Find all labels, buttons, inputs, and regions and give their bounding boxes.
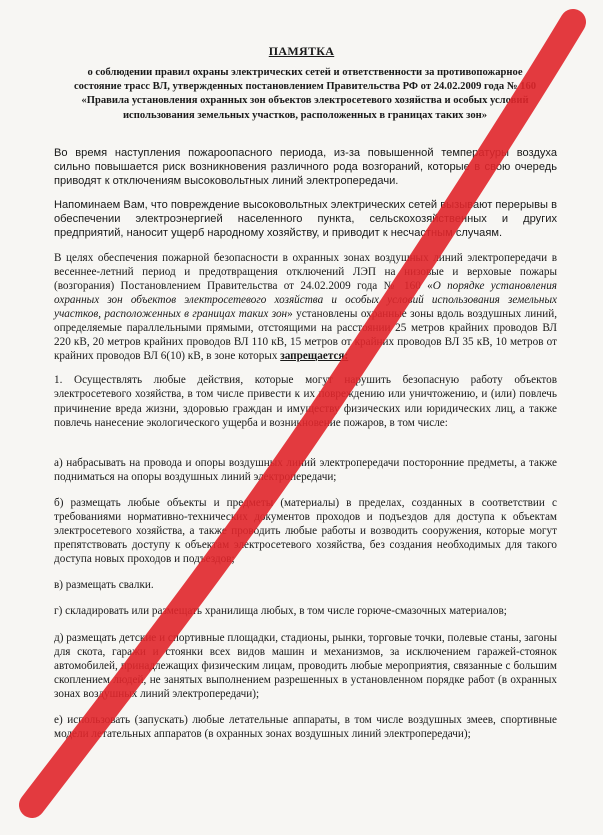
list-item-b: б) размещать любые объекты и предметы (материалы) в пределах, созданных в соответствии с требованиями нормативно-технических документов проходов и подъездов для доступа к объектам электросетевого хозяйства, а также проводить любые работы и возводить сооружения, которые могут препятствовать доступу к объектам электросетевого хозяйства, без создания необходимых для такого доступа новых проходов и подъездов;	[54, 496, 557, 566]
paragraph-1: Во время наступления пожароопасного периода, из-за повышенной температуры воздуха сильно повышается риск возникновения различного рода возгораний, которые в свою очередь приводят к отключениям высоковольтных линий электропередачи.	[54, 147, 557, 188]
paragraph-3-text-b: » установлены охранные зоны вдоль воздушных линий, определяемые параллельными прямыми, отстоящими на расстоянии 25 метров крайних проводов ВЛ 220 кВ, 20 метров крайних проводов ВЛ 110 кВ, 15 метров от крайних проводов ВЛ 35 кВ, 10 метров от крайних проводов ВЛ 6(10) кВ, в зоне которых	[54, 307, 557, 363]
list-item-a: а) набрасывать на провода и опоры воздушных линий электропередачи посторонние предметы, а также подниматься на опоры воздушных линий электропередачи;	[54, 456, 557, 483]
list-item-e: е) использовать (запускать) любые летательные аппараты, в том числе воздушных змеев, спортивные модели летательных аппаратов (в охранных зонах воздушных линий электропередачи);	[54, 714, 557, 741]
document-subtitle: о соблюдении правил охраны электрических сетей и ответственности за противопожарное состояние трасс ВЛ, утвержденных постановлением Правительства РФ от 24.02.2009 года № 160 «Правила установления охранных зон объектов электросетевого хозяйства и особых условий использования земельных участков, расположенных в границах таких зон»	[73, 67, 537, 121]
list-item-g: г) складировать или размещать хранилища любых, в том числе горюче-смазочных материалов;	[54, 605, 507, 618]
list-item-d: д) размещать детские и спортивные площадки, стадионы, рынки, торговые точки, полевые станы, загоны для скота, гаражи и стоянки всех видов машин и механизмов, за исключением гаражей-стоянок автомобилей, принадлежащих физическим лицам, проводить любые мероприятия, связанные с большим скоплением людей, не занятых выполнением разрешенных в установленном порядке работ (в охранных зонах воздушных линий электропередачи);	[54, 631, 557, 700]
paragraph-2: Напоминаем Вам, что повреждение высоковольтных электрических сетей вызывают перерывы в обеспечении электроэнергией населенного пункта, сельскохозяйственных и других предприятий, наносит ущерб народному хозяйству, и приводит к несчастным случаям.	[54, 199, 557, 240]
document-title: ПАМЯТКА	[268, 44, 335, 58]
document-body	[54, 146, 557, 741]
paragraph-4: 1. Осуществлять любые действия, которые могут нарушить безопасную работу объектов электросетевого хозяйства, в том числе привести к их повреждению или уничтожению, и (или) повлечь причинение вреда жизни, здоровью граждан и имуществу физических или юридических лиц, а также повлечь нанесение экологического ущерба и возникновение пожаров, в том числе:	[54, 374, 557, 429]
forbidden-label: запрещается:	[280, 350, 349, 363]
paragraph-3	[54, 251, 557, 364]
list-item-v: в) размещать свалки.	[54, 579, 154, 592]
paragraph-3-text-a: В целях обеспечения пожарной безопасности в охранных зонах воздушных линий электропередачи в весеннее-летний период и предотвращения отключений ЛЭП на низовые и верховые пожары (возгорания) Постановлением Правительства от 24.02.2009 года № 160 «	[54, 251, 557, 292]
paragraph-3-italic: О порядке установления охранных зон объектов электросетевого хозяйства и особых условий использования земельных участков, расположенных в границах таких зон	[54, 279, 557, 320]
